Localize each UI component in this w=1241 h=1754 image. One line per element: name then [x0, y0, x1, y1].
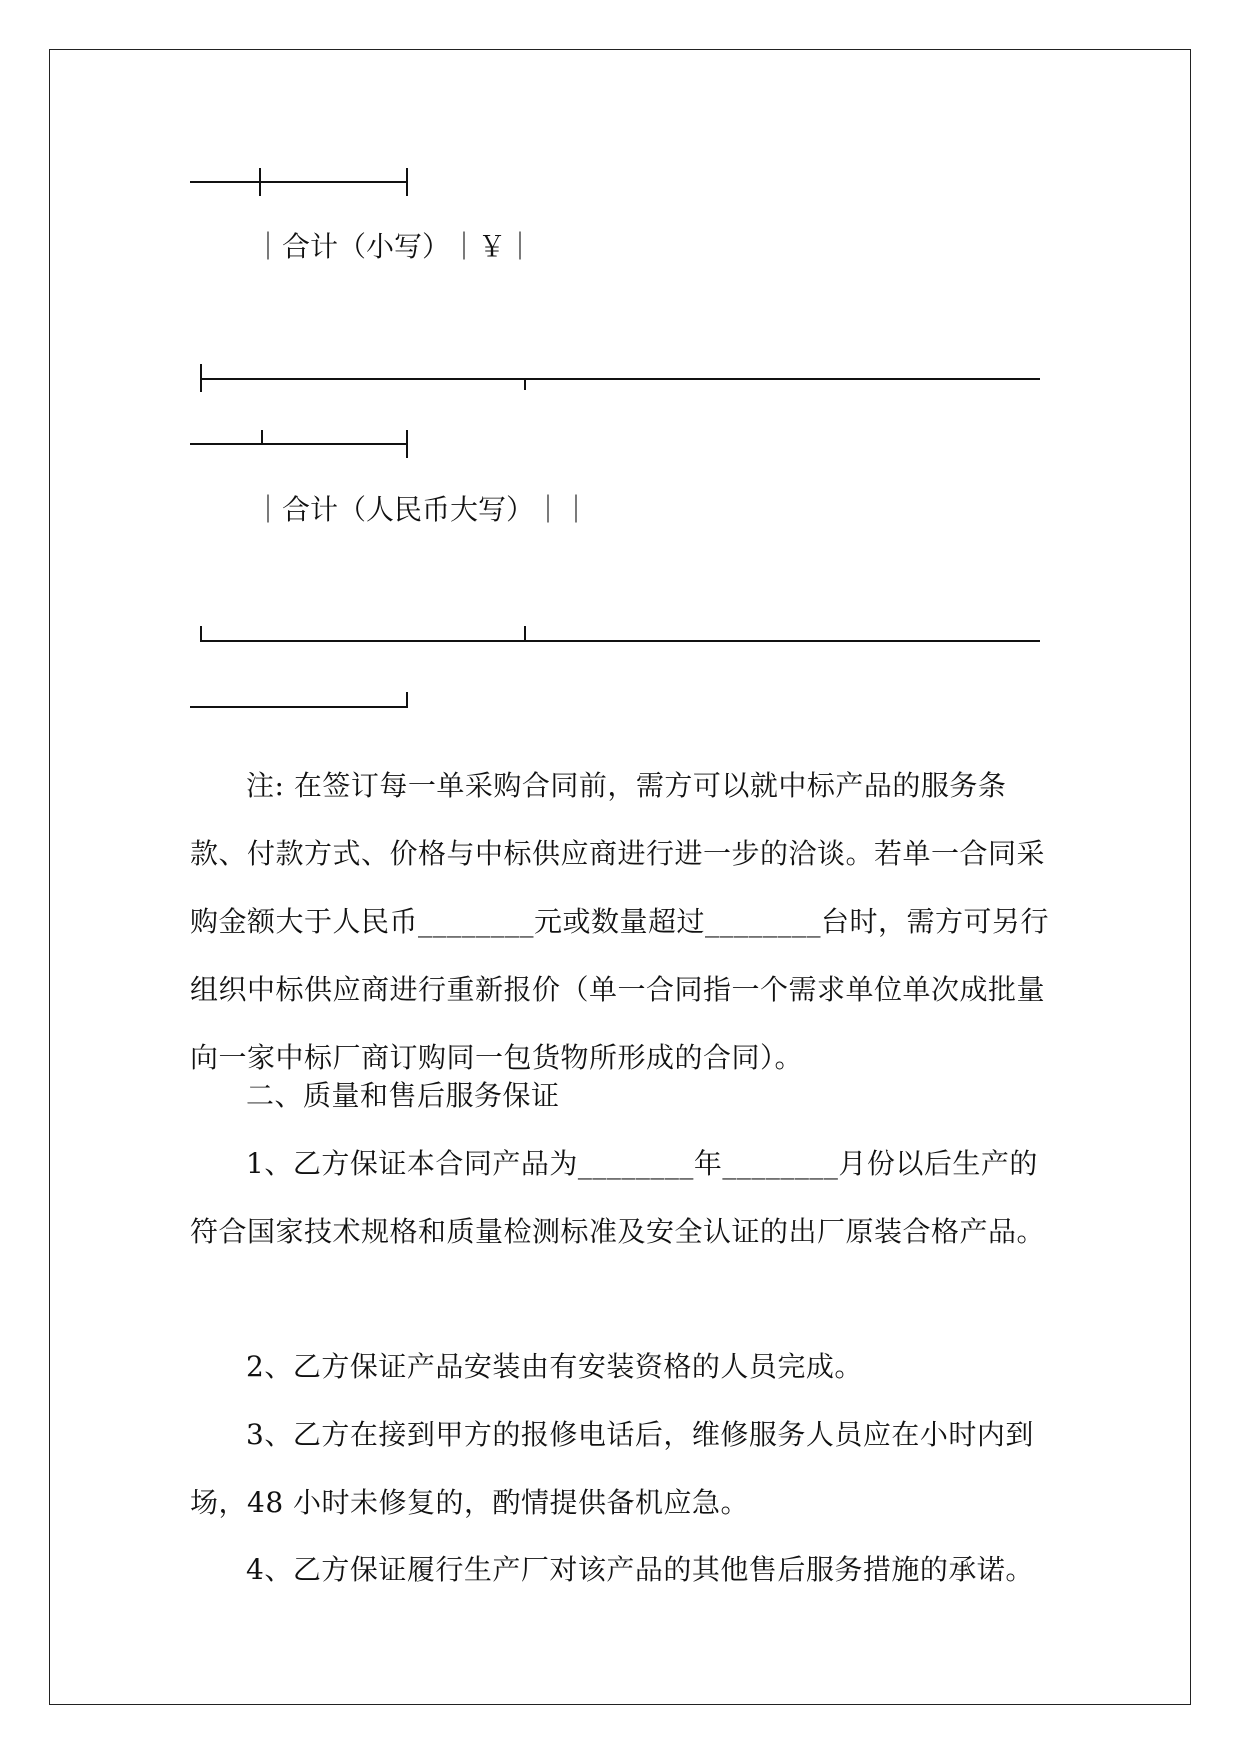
- note-paragraph: 注: 在签订每一单采购合同前，需方可以就中标产品的服务条款、付款方式、价格与中标供应商进行进一步的洽谈。若单一合同采购金额大于人民币________元或数量超过________台时，需方可另行组织中标供应商进行重新报价（单一合同指一个需求单位单次成批量向一家中标厂商订购同一包货物所形成的合同）。: [190, 769, 1050, 1074]
- section-heading: 二、质量和售后服务保证: [246, 1079, 560, 1112]
- warranty-item-2: 2、乙方保证产品安装由有安装资格的人员完成。: [246, 1350, 863, 1383]
- warranty-item-4: 4、乙方保证履行生产厂对该产品的其他售后服务措施的承诺。: [246, 1553, 1034, 1586]
- warranty-item-1: 1、乙方保证本合同产品为________年________月份以后生产的符合国家技术规格和质量检测标准及安全认证的出厂原装合格产品。: [190, 1147, 1046, 1248]
- table-row-rmb-total: ｜合计（人民币大写）｜｜: [254, 493, 591, 526]
- warranty-item-3: 3、乙方在接到甲方的报修电话后，维修服务人员应在小时内到场，48 小时未修复的，酌情提供备机应急。: [190, 1418, 1034, 1519]
- table-row-small-total: ｜合计（小写）｜￥｜: [254, 230, 535, 263]
